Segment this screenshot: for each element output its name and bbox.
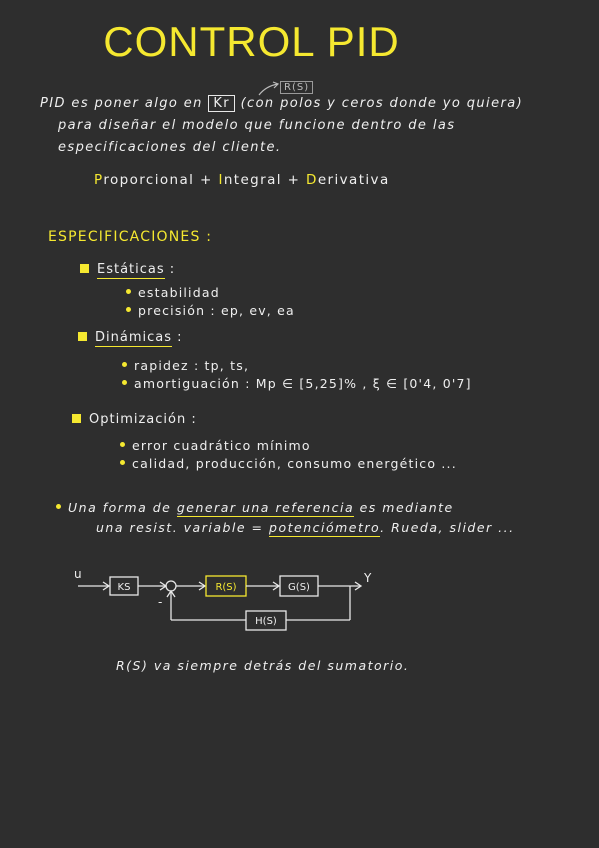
i-letter: I [218,172,224,188]
input-label: u [74,567,82,581]
list-item [122,358,249,373]
intro-line-1 [40,96,523,111]
dinamicas-heading [78,330,183,345]
intro-line-3: especificaciones del cliente. [58,140,282,155]
reference-line-1 [56,500,454,515]
intro-line-2: para diseñar el modelo que funcione dentro de las [58,118,456,133]
specs-heading: ESPECIFICACIONES : [48,229,213,245]
summing-junction [166,581,176,591]
bullet-icon [126,289,131,294]
list-item [126,285,220,300]
rs-annotation [280,75,313,94]
list-item-text: estabilidad [138,285,220,300]
hs-label: H(S) [255,616,277,627]
plus-2: + [281,172,307,188]
optimizacion-label: Optimización : [89,412,197,427]
rs-label: R(S) [215,582,237,593]
bullet-icon [120,460,125,465]
checkbox-icon [78,332,87,341]
list-item [126,303,295,318]
p-letter: P [94,172,104,188]
plus-1: + [194,172,219,188]
estaticas-colon: : [164,262,176,277]
optimizacion-heading [72,412,197,427]
reference-text: es mediante [359,500,454,515]
d-letter: D [306,172,318,188]
output-label: Y [364,571,372,585]
bullet-icon [122,362,127,367]
list-item [120,438,311,453]
list-item-text: amortiguación : Mp ∈ [5,25]% , ξ ∈ [0'4, 0'7] [134,376,472,391]
intro-text-b: (con polos y ceros donde yo quiera) [240,96,524,111]
reference-text: . Rueda, slider ... [380,520,515,535]
estaticas-heading [80,262,175,277]
bullet-icon [122,380,127,385]
list-item-text: rapidez : tp, ts, [134,358,250,373]
i-rest: ntegral [223,172,282,188]
estaticas-label: Estáticas [97,262,165,277]
footer-note: R(S) va siempre detrás del sumatorio. [116,658,410,673]
potenciometro-highlight: potenciómetro [269,520,381,535]
block-diagram [60,560,390,638]
list-item-text: precisión : ep, ev, ea [138,303,295,318]
bullet-icon [120,442,125,447]
list-item-text: calidad, producción, consumo energético ... [132,456,457,471]
list-item [122,376,472,391]
pid-terms [94,172,390,188]
intro-text-a: PID es poner algo en [40,96,203,111]
dinamicas-label: Dinámicas [95,330,172,345]
bullet-icon [56,504,61,509]
bullet-icon [126,307,131,312]
ks-label: KS [117,582,131,593]
p-rest: roporcional [103,172,195,188]
page-title: CONTROL PID [103,18,400,65]
reference-text: una resist. variable = [96,520,264,535]
minus-sign: - [158,595,163,609]
list-item [120,456,457,471]
reference-line-2 [96,520,515,535]
dinamicas-colon: : [172,330,183,345]
checkbox-icon [72,414,81,423]
rs-annotation-box: R(S) [280,81,313,94]
gs-label: G(S) [288,582,310,593]
d-rest: erivativa [317,172,390,188]
list-item-text: error cuadrático mínimo [132,438,311,453]
reference-highlight: generar una referencia [176,500,355,515]
kr-box: Kr [208,95,235,112]
checkbox-icon [80,264,89,273]
reference-text: Una forma de [68,500,172,515]
